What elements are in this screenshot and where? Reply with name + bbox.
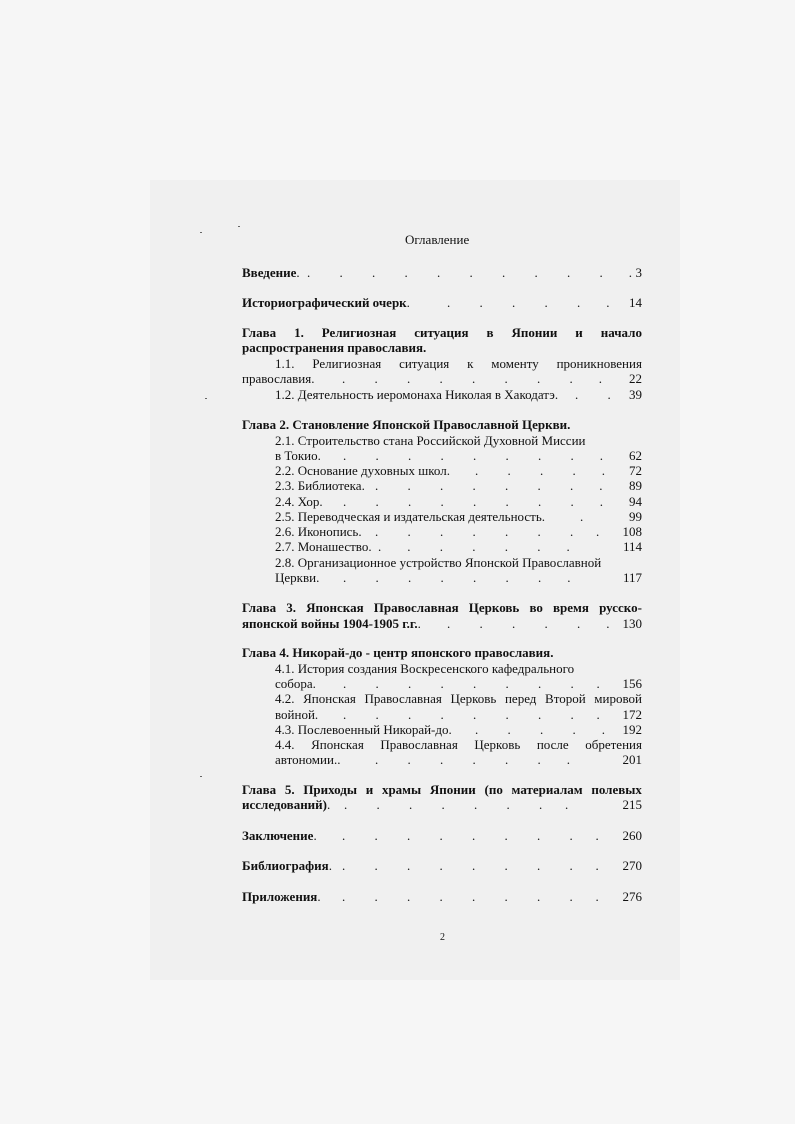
entry-label: православия [242,371,312,386]
toc-entry-chapter-4[interactable]: Глава 4. Никорай-до - центр японского православия. [242,645,554,660]
word: Японии [511,325,558,340]
word: храмы [381,782,422,797]
word: (по [484,782,503,797]
word: время [553,600,589,615]
word: полевых [591,782,642,797]
toc-entry-chapter-1-cont: распространения православия. [242,340,427,355]
toc-entry-4-4[interactable] [275,737,642,753]
word: моменту [491,356,539,371]
word: Глава [242,782,277,797]
entry-page: 108 [622,524,642,539]
toc-entry-2-4[interactable]: 2.4. Хор. . . . . . . . . . 94 [275,494,642,509]
toc-entry-1-1[interactable] [275,356,642,372]
word: проникновения [556,356,642,371]
word: Религиозная [312,356,382,371]
toc-entry-chapter-3[interactable] [242,600,642,616]
word: перед [504,691,537,706]
word: Церковь [468,600,520,615]
word: ситуация [399,356,450,371]
entry-label: в Токио [275,448,318,463]
word: русско- [599,600,642,615]
entry-page: 192 [622,722,642,737]
toc-entry-conclusion[interactable]: Заключение. . . . . . . . . . 260 [242,828,642,843]
word: Православная [380,737,458,752]
word: 4.4. [275,737,295,752]
word: Православная [373,600,459,615]
word: обретения [585,737,642,752]
entry-page: 117 [622,570,642,585]
toc-entry-chapter-5[interactable] [242,782,642,798]
word: Японская [303,691,356,706]
entry-label: исследований) [242,797,327,812]
entry-page: 201 [622,752,642,767]
entry-page: 114 [622,539,642,554]
entry-page: 276 [622,889,642,904]
entry-label: Церкви [275,570,317,585]
toc-entry-chapter-5-cont[interactable]: исследований). . . . . . . . . 215 [242,797,642,812]
entry-page: 172 [622,707,642,722]
toc-entry-2-5[interactable]: 2.5. Переводческая и издательская деятельность. . 99 [275,509,642,524]
entry-label: автономии [275,752,334,767]
scan-speck [200,232,202,233]
entry-label: собора [275,676,313,691]
page-number: 2 [440,932,445,943]
toc-entry-4-2-cont[interactable]: войной. . . . . . . . . . 172 [275,707,642,722]
word: после [536,737,569,752]
word: Японии [429,782,476,797]
toc-entry-4-2[interactable] [275,691,642,707]
entry-label: Историографический очерк [242,295,407,310]
entry-label: 2.4. Хор [275,494,320,509]
word: во [529,600,543,615]
toc-entry-4-1-cont[interactable]: собора. . . . . . . . . . 156 [275,676,642,691]
entry-label: японской войны 1904-1905 г.г. [242,616,418,631]
word: Церковь [450,691,497,706]
entry-page: 39 [629,387,642,402]
toc-title: Оглавление [405,232,470,247]
word: Церковь [474,737,521,752]
scan-speck [200,776,202,777]
toc-entry-intro[interactable]: Введение. . . . . . . . . . . . 3 [242,265,642,280]
entry-page: 94 [629,494,642,509]
entry-label: 2.3. Библиотека [275,478,362,493]
toc-entry-1-1-cont[interactable]: православия. . . . . . . . . . 22 [242,371,642,386]
entry-label: Заключение [242,828,314,843]
word: и [575,325,583,340]
word: в [486,325,494,340]
toc-entry-2-1-cont[interactable]: в Токио. . . . . . . . . . 62 [275,448,642,463]
toc-entry-chapter-3-cont[interactable]: японской войны 1904-1905 г.г.. . . . . . . 130 [242,616,642,631]
word: мировой [594,691,642,706]
entry-page: 156 [622,676,642,691]
word: начало [600,325,642,340]
toc-entry-2-3[interactable]: 2.3. Библиотека. . . . . . . . . 89 [275,478,642,493]
word: ситуация [414,325,469,340]
entry-label: Библиография [242,858,329,873]
entry-label: 2.7. Монашество [275,539,369,554]
scan-speck [205,398,207,399]
word: 4.2. [275,691,295,706]
entry-label: 4.3. Послевоенный Никорай-до [275,722,449,737]
word: материалам [511,782,583,797]
word: Глава [242,600,277,615]
scan-speck [238,226,240,227]
word: Глава [242,325,277,340]
entry-page: 3 [635,265,642,280]
word: Японская [311,737,364,752]
entry-page: 130 [622,616,642,631]
toc-entry-2-1[interactable]: 2.1. Строительство стана Российской Духовной Миссии [275,433,586,448]
toc-entry-4-4-cont[interactable]: автономии.. . . . . . . . 201 [275,752,642,767]
entry-label: Приложения [242,889,318,904]
entry-page: 14 [629,295,642,310]
entry-page: 99 [629,509,642,524]
entry-page: 22 [629,371,642,386]
entry-label: 1.2. Деятельность иеромонаха Николая в Хакодатэ [275,387,555,402]
entry-page: 215 [622,797,642,812]
toc-entry-1-2[interactable]: 1.2. Деятельность иеромонаха Николая в Хакодатэ. . . 39 [275,387,642,402]
toc-entry-2-7[interactable]: 2.7. Монашество. . . . . . . . 114 [275,539,642,554]
entry-page: 72 [629,463,642,478]
word: 1. [294,325,304,340]
entry-label: войной [275,707,315,722]
entry-label: 2.5. Переводческая и издательская деятельность [275,509,542,524]
word: 5. [284,782,295,797]
word: Приходы [303,782,358,797]
word: 3. [286,600,297,615]
word: Религиозная [321,325,397,340]
word: к [467,356,474,371]
word: и [365,782,374,797]
entry-page: 89 [629,478,642,493]
entry-page: 260 [622,828,642,843]
word: Японская [306,600,364,615]
toc-entry-2-8-cont[interactable]: Церкви. . . . . . . . . 117 [275,570,642,585]
entry-page: 270 [622,858,642,873]
word: 1.1. [275,356,295,371]
entry-page: 62 [629,448,642,463]
toc-entry-chapter-2[interactable]: Глава 2. Становление Японской Православной Церкви. [242,417,571,432]
toc-entry-2-8[interactable]: 2.8. Организационное устройство Японской Православной [275,555,602,570]
toc-entry-appendices[interactable]: Приложения. . . . . . . . . . 276 [242,889,642,904]
toc-entry-2-6[interactable]: 2.6. Иконопись. . . . . . . . . 108 [275,524,642,539]
toc-entry-historiography[interactable]: Историографический очерк. . . . . . . 14 [242,295,642,310]
toc-entry-bibliography[interactable]: Библиография. . . . . . . . . . 270 [242,858,642,873]
entry-label: 2.6. Иконопись [275,524,359,539]
word: Второй [545,691,586,706]
entry-label: Введение [242,265,297,280]
entry-label: 2.2. Основание духовных школ [275,463,447,478]
toc-entry-2-2[interactable]: 2.2. Основание духовных школ. . . . . . 72 [275,463,642,478]
toc-entry-4-1[interactable]: 4.1. История создания Воскресенского кафедрального [275,661,575,676]
toc-entry-chapter-1[interactable] [242,325,642,341]
word: Православная [364,691,442,706]
toc-entry-4-3[interactable]: 4.3. Послевоенный Никорай-до. . . . . . 192 [275,722,642,737]
